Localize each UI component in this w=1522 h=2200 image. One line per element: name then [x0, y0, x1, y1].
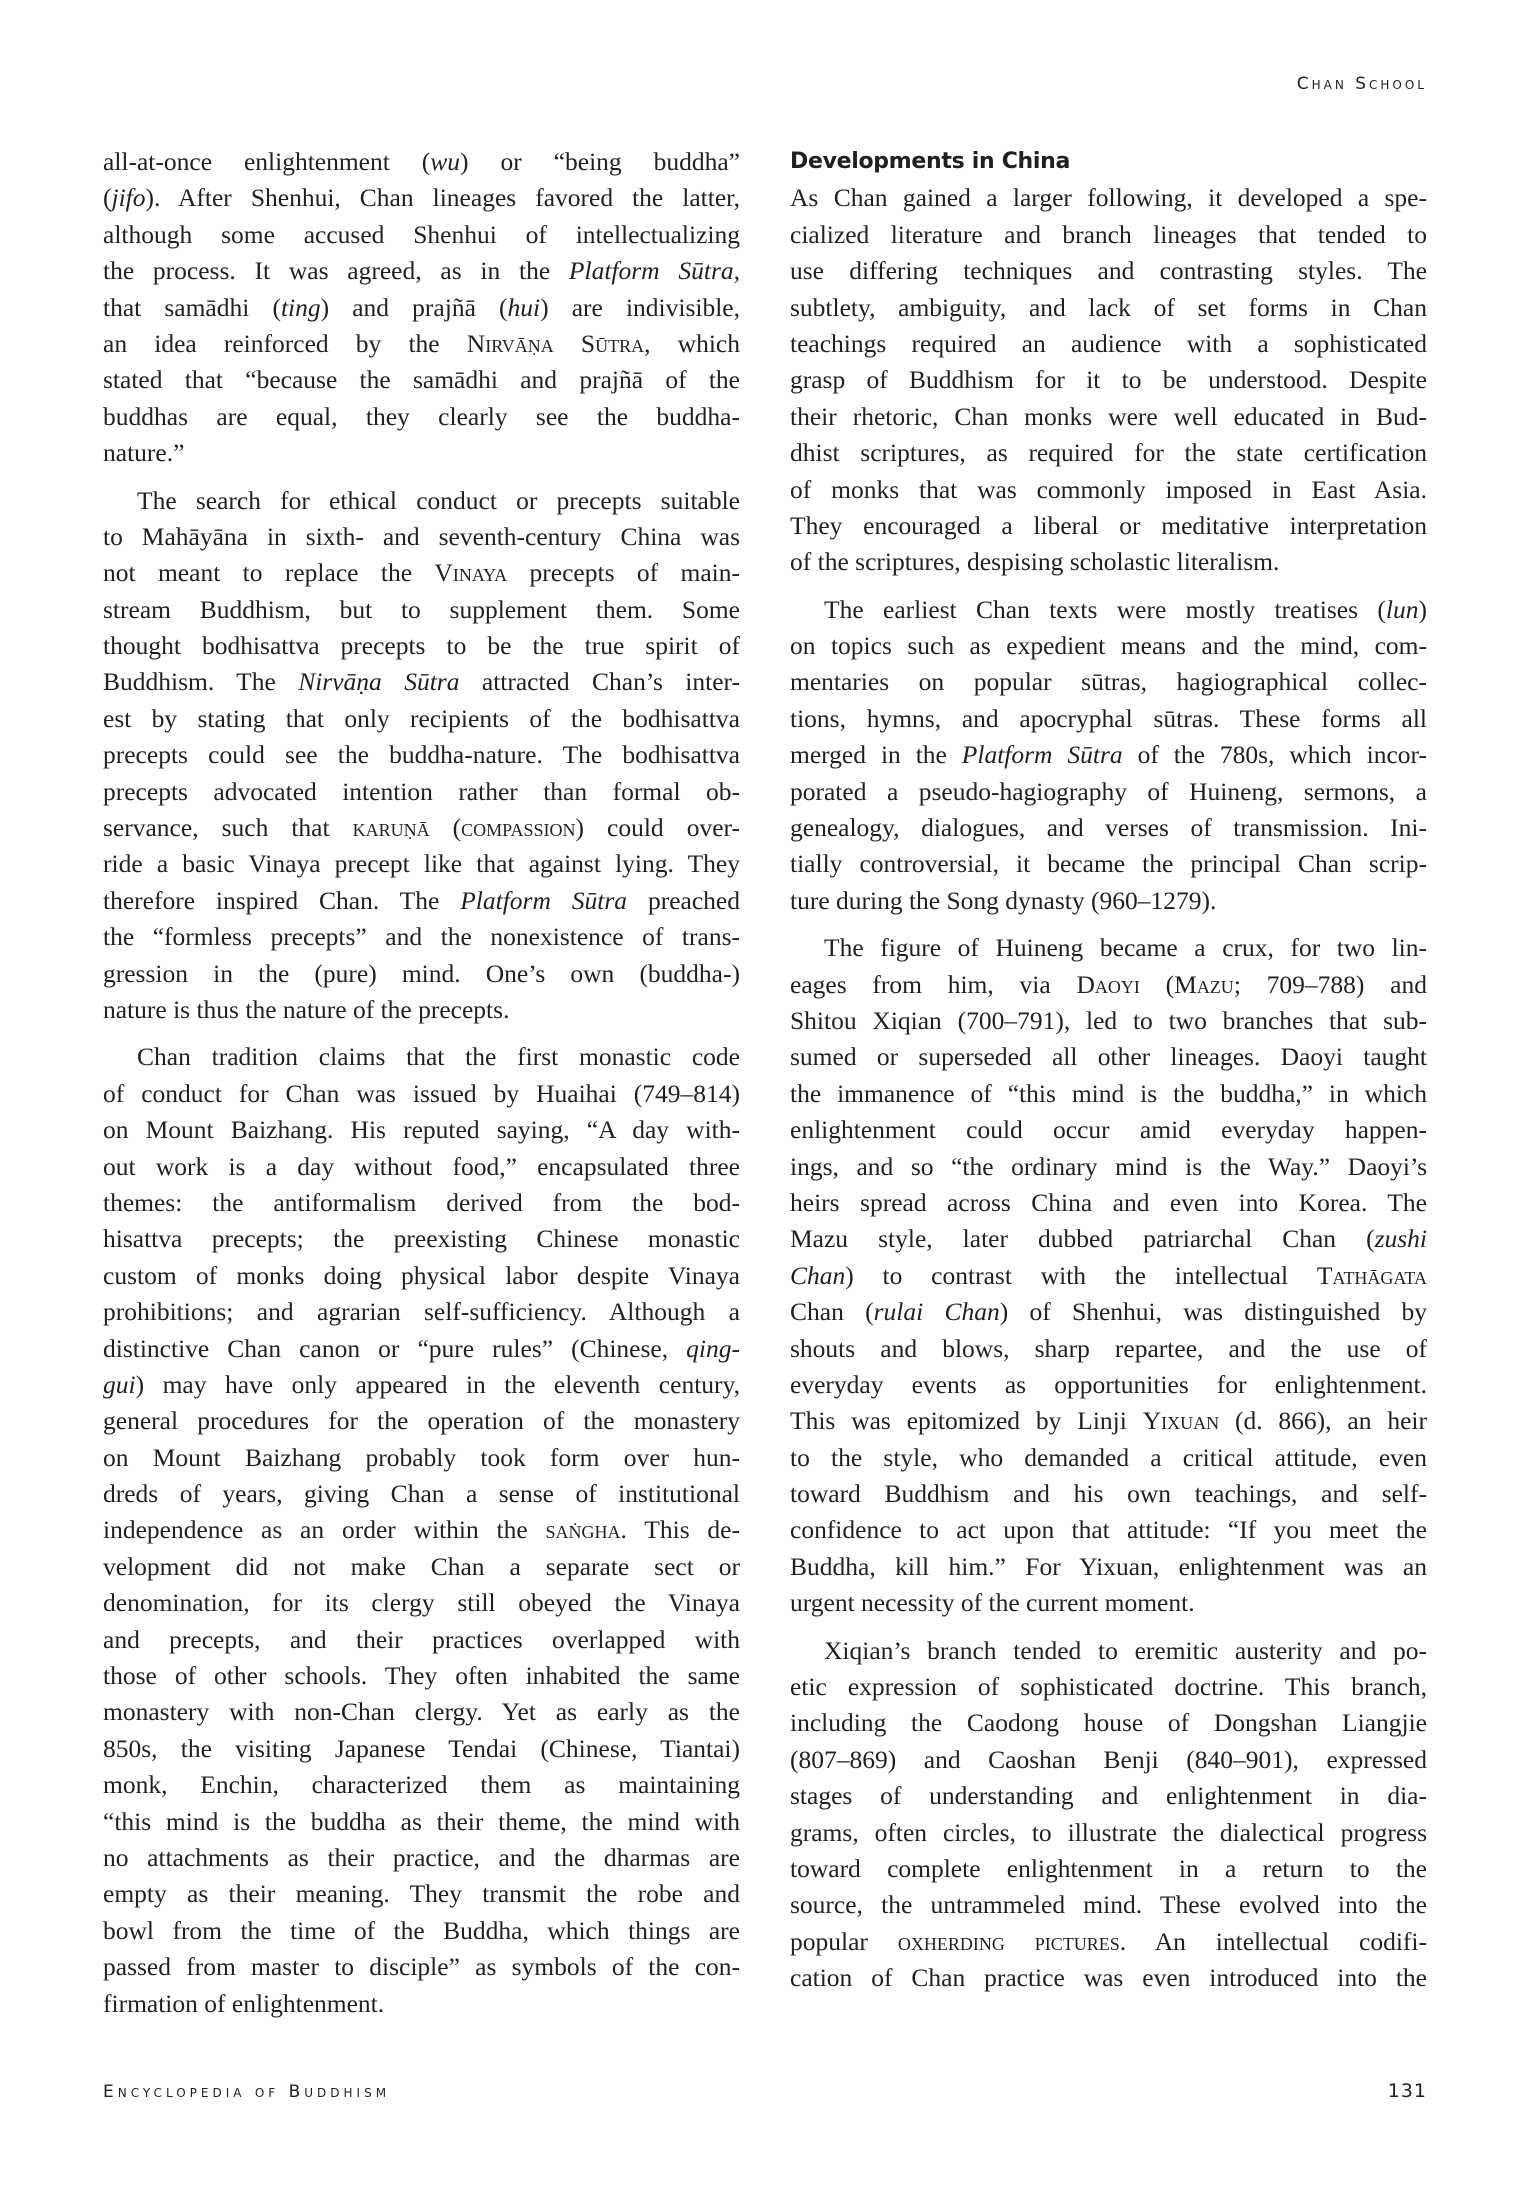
text-line — [103, 1476, 740, 1512]
text-run: ( — [1139, 969, 1175, 999]
text-line — [790, 508, 1427, 544]
cross-reference: Tathāgata — [1316, 1260, 1427, 1290]
italic-term: Platform Sūtra — [460, 885, 628, 915]
text-run: preached — [627, 885, 740, 915]
text-run: their rhetoric, Chan monks were well educated in Bud- — [790, 401, 1427, 431]
italic-term: Nirvāṇa Sūtra — [298, 667, 460, 697]
text-line — [103, 1294, 740, 1330]
cross-reference: karuṇā (compassion) — [352, 813, 584, 843]
italic-term: zushi — [1374, 1224, 1427, 1254]
running-head: Chan School — [1296, 74, 1427, 94]
text-line — [103, 1403, 740, 1439]
italic-term: jifo — [111, 183, 146, 213]
text-line — [103, 1767, 740, 1803]
text-line — [103, 1585, 740, 1621]
text-run: to Mahāyāna in sixth- and seventh-century China was — [103, 521, 740, 551]
text-run: The search for ethical conduct or precepts suitable — [137, 485, 740, 515]
text-line — [790, 290, 1427, 326]
text-run: ride a basic Vinaya precept like that against lying. They — [103, 849, 740, 879]
text-line — [103, 1913, 740, 1949]
italic-term: qing- — [686, 1333, 740, 1363]
text-run: monastery with non-Chan clergy. Yet as early as the — [103, 1697, 740, 1727]
text-line — [103, 1331, 740, 1367]
text-run: source, the untrammeled mind. These evolved into the — [790, 1890, 1427, 1920]
text-run: ) and prajñā ( — [320, 292, 508, 322]
text-line — [790, 1221, 1427, 1257]
text-line — [790, 737, 1427, 773]
text-line — [790, 1367, 1427, 1403]
text-run: denomination, for its clergy still obeyed the Vinaya — [103, 1588, 740, 1618]
text-line — [103, 180, 740, 216]
text-run: eages from him, via — [790, 969, 1077, 999]
text-run: etic expression of sophisticated doctrine. This branch, — [790, 1672, 1427, 1702]
text-run: everyday events as opportunities for enlightenment. — [790, 1369, 1427, 1399]
text-run: Xiqian’s branch tended to eremitic austerity and po- — [824, 1635, 1427, 1665]
text-run: subtlety, ambiguity, and lack of set forms in Chan — [790, 292, 1427, 322]
text-run: that samādhi ( — [103, 292, 281, 322]
text-line — [103, 1112, 740, 1148]
text-line — [790, 1887, 1427, 1923]
text-run: enlightenment could occur amid everyday happen- — [790, 1115, 1427, 1145]
text-run: on Mount Baizhang probably took form over hun- — [103, 1442, 740, 1472]
text-run: 850s, the visiting Japanese Tendai (Chinese, Tiantai) — [103, 1733, 740, 1763]
text-run: of the 780s, which incor- — [1122, 740, 1427, 770]
text-run: bowl from the time of the Buddha, which things are — [103, 1915, 740, 1945]
text-run: the immanence of “this mind is the buddha,” in which — [790, 1078, 1427, 1108]
text-run: (d. 866), an heir — [1219, 1406, 1427, 1436]
text-run: to the style, who demanded a critical attitude, even — [790, 1442, 1427, 1472]
text-run: of monks that was commonly imposed in East Asia. — [790, 474, 1427, 504]
text-line — [790, 1669, 1427, 1705]
text-run: toward complete enlightenment in a return to the — [790, 1853, 1427, 1883]
text-line — [790, 1778, 1427, 1814]
text-line — [790, 810, 1427, 846]
text-line — [103, 992, 740, 1028]
left-column — [103, 144, 740, 2033]
text-line — [790, 774, 1427, 810]
text-line — [103, 1840, 740, 1876]
text-run: ) are indivisible, — [540, 292, 740, 322]
text-run: the process. It was agreed, as in the — [103, 256, 569, 286]
text-run: on topics such as expedient means and the mind, com- — [790, 631, 1427, 661]
text-run: distinctive Chan canon or “pure rules” (Chinese, — [103, 1333, 687, 1363]
text-run: This was epitomized by Linji — [790, 1406, 1143, 1436]
text-line — [790, 362, 1427, 398]
text-run: an idea reinforced by the — [103, 328, 467, 358]
text-line — [103, 846, 740, 882]
text-run: including the Caodong house of Dongshan Liangjie — [790, 1708, 1427, 1738]
text-run: firmation of enlightenment. — [103, 1988, 385, 2018]
italic-term: Platform Sūtra — [961, 740, 1123, 770]
text-run: buddhas are equal, they clearly see the buddha- — [103, 401, 740, 431]
text-run: therefore inspired Chan. The — [103, 885, 461, 915]
text-line — [790, 399, 1427, 435]
text-run: . An intellectual codifi- — [1119, 1926, 1427, 1956]
text-run: independence as an order within the — [103, 1515, 546, 1545]
right-column — [790, 144, 1427, 2008]
text-run: heirs spread across China and even into Korea. The — [790, 1187, 1427, 1217]
text-run: precepts advocated intention rather than formal ob- — [103, 776, 740, 806]
footer-book-title: Encyclopedia of Buddhism — [103, 2082, 391, 2102]
text-run: cation of Chan practice was even introduced into the — [790, 1963, 1427, 1993]
text-run: prohibitions; and agrarian self-sufficiency. Although a — [103, 1297, 740, 1327]
text-line — [790, 628, 1427, 664]
text-line — [790, 701, 1427, 737]
text-line — [790, 1549, 1427, 1585]
text-run: toward Buddhism and his own teachings, and self- — [790, 1479, 1427, 1509]
text-line — [790, 664, 1427, 700]
text-line — [103, 1149, 740, 1185]
text-line — [790, 967, 1427, 1003]
cross-reference: Nirvāṇa Sūtra — [466, 328, 645, 358]
text-line — [103, 1512, 740, 1548]
text-line — [103, 664, 740, 700]
text-line — [790, 1185, 1427, 1221]
text-line — [103, 1221, 740, 1257]
text-run: ) — [1418, 594, 1427, 624]
text-line — [790, 930, 1427, 966]
text-line — [790, 1003, 1427, 1039]
text-line — [103, 883, 740, 919]
text-run: (807–869) and Caoshan Benji (840–901), expressed — [790, 1744, 1427, 1774]
text-line — [790, 1960, 1427, 1996]
text-line — [790, 1039, 1427, 1075]
text-run: stated that “because the samādhi and prajñā of the — [103, 365, 740, 395]
text-line — [103, 701, 740, 737]
text-run: urgent necessity of the current moment. — [790, 1588, 1195, 1618]
text-line — [103, 1622, 740, 1658]
text-run: attracted Chan’s inter- — [459, 667, 740, 697]
text-run: merged in the — [790, 740, 962, 770]
text-run: velopment did not make Chan a separate sect or — [103, 1551, 740, 1581]
text-line — [103, 144, 740, 180]
text-line — [103, 1549, 740, 1585]
text-line — [103, 810, 740, 846]
text-line — [103, 253, 740, 289]
text-line — [790, 846, 1427, 882]
text-line — [103, 1876, 740, 1912]
text-line — [790, 1633, 1427, 1669]
text-run: The earliest Chan texts were mostly treatises ( — [824, 594, 1386, 624]
text-line — [103, 1440, 740, 1476]
text-run: the “formless precepts” and the nonexistence of trans- — [103, 922, 740, 952]
text-line — [103, 1185, 740, 1221]
text-run: out work is a day without food,” encapsulated three — [103, 1151, 740, 1181]
paragraph — [790, 592, 1427, 920]
text-run: although some accused Shenhui of intellectualizing — [103, 219, 740, 249]
text-line — [103, 956, 740, 992]
text-line — [790, 1851, 1427, 1887]
text-line — [103, 362, 740, 398]
text-line — [103, 326, 740, 362]
text-line — [103, 1039, 740, 1075]
text-line — [790, 1705, 1427, 1741]
paragraph — [790, 930, 1427, 1621]
text-run: dreds of years, giving Chan a sense of institutional — [103, 1479, 740, 1509]
text-run: ) may have only appeared in the eleventh century, — [135, 1369, 740, 1399]
text-run: Buddha, kill him.” For Yixuan, enlightenment was an — [790, 1551, 1427, 1581]
cross-reference: Mazu — [1174, 969, 1234, 999]
text-run: sumed or superseded all other lineages. Daoyi taught — [790, 1042, 1427, 1072]
text-run: stages of understanding and enlightenment in dia- — [790, 1781, 1427, 1811]
text-run: no attachments as their practice, and the dharmas are — [103, 1842, 740, 1872]
text-run: of the scriptures, despising scholastic literalism. — [790, 547, 1280, 577]
text-line — [790, 435, 1427, 471]
cross-reference: oxherding pictures — [897, 1926, 1120, 1956]
text-line — [790, 1331, 1427, 1367]
text-run: Mazu style, later dubbed patriarchal Chan ( — [790, 1224, 1375, 1254]
text-run: nature is thus the nature of the precepts. — [103, 994, 510, 1024]
paragraph — [103, 144, 740, 472]
text-run: use differing techniques and contrasting styles. The — [790, 256, 1427, 286]
paragraph — [790, 180, 1427, 580]
text-run: ) to contrast with the intellectual — [845, 1260, 1317, 1290]
text-run: on Mount Baizhang. His reputed saying, “A day with- — [103, 1115, 740, 1145]
text-run: all-at-once enlightenment ( — [103, 147, 431, 176]
text-run: mentaries on popular sūtras, hagiographical collec- — [790, 667, 1427, 697]
text-run: shouts and blows, sharp repartee, and the use of — [790, 1333, 1427, 1363]
text-run: They encouraged a liberal or meditative interpretation — [790, 510, 1427, 540]
italic-term: hui — [507, 292, 541, 322]
text-line — [103, 1986, 740, 2022]
text-run: ; 709–788) and — [1233, 969, 1427, 999]
text-run: “this mind is the buddha as their theme, the mind with — [103, 1806, 740, 1836]
cross-reference: Daoyi — [1076, 969, 1140, 999]
text-line — [103, 1258, 740, 1294]
text-line — [103, 399, 740, 435]
text-run: hisattva precepts; the preexisting Chinese monastic — [103, 1224, 740, 1254]
text-run: grasp of Buddhism for it to be understood. Despite — [790, 365, 1427, 395]
text-run: ). After Shenhui, Chan lineages favored the latter, — [145, 183, 740, 213]
text-line — [790, 1258, 1427, 1294]
text-run: teachings required an audience with a sophisticated — [790, 328, 1427, 358]
text-line — [103, 592, 740, 628]
text-line — [103, 1694, 740, 1730]
cross-reference: Yixuan — [1142, 1406, 1220, 1436]
text-run: cialized literature and branch lineages that tended to — [790, 219, 1427, 249]
page-number: 131 — [1387, 2080, 1427, 2102]
text-run: themes: the antiformalism derived from the bod- — [103, 1187, 740, 1217]
text-run: ture during the Song dynasty (960–1279). — [790, 885, 1217, 915]
text-line — [790, 1512, 1427, 1548]
text-line — [790, 180, 1427, 216]
text-line — [790, 544, 1427, 580]
text-run: ) of Shenhui, was distinguished by — [999, 1297, 1427, 1327]
text-line — [103, 774, 740, 810]
text-run: could over- — [584, 813, 740, 843]
text-run: and precepts, and their practices overlapped with — [103, 1624, 740, 1654]
text-run: gression in the (pure) mind. One’s own (buddha-) — [103, 958, 740, 988]
text-run: The figure of Huineng became a crux, for two lin- — [824, 933, 1427, 963]
text-line — [790, 1815, 1427, 1851]
text-line — [790, 1440, 1427, 1476]
text-line — [103, 737, 740, 773]
text-line — [790, 326, 1427, 362]
text-line — [790, 472, 1427, 508]
italic-term: ting — [280, 292, 321, 322]
text-line — [103, 217, 740, 253]
text-line — [790, 217, 1427, 253]
text-run: tions, hymns, and apocryphal sūtras. These forms all — [790, 703, 1427, 733]
text-run: those of other schools. They often inhabited the same — [103, 1661, 740, 1691]
text-line — [790, 1076, 1427, 1112]
text-line — [790, 1924, 1427, 1960]
text-line — [103, 1076, 740, 1112]
italic-term: lun — [1385, 594, 1419, 624]
text-line — [790, 1149, 1427, 1185]
text-line — [790, 1476, 1427, 1512]
section-heading: Developments in China — [790, 149, 1071, 174]
text-run: ) or “being buddha” — [460, 147, 740, 176]
text-run: Chan ( — [790, 1297, 874, 1327]
text-run: precepts could see the buddha-nature. The bodhisattva — [103, 740, 740, 770]
text-run: general procedures for the operation of the monastery — [103, 1406, 740, 1436]
text-run: servance, such that — [103, 813, 353, 843]
text-run: Buddhism. The — [103, 667, 299, 697]
italic-term: gui — [103, 1369, 136, 1399]
text-line — [790, 1403, 1427, 1439]
text-line — [103, 1804, 740, 1840]
text-line — [790, 1294, 1427, 1330]
cross-reference: saṅgha — [545, 1515, 621, 1545]
text-run: porated a pseudo-hagiography of Huineng, sermons, a — [790, 776, 1427, 806]
text-run: est by stating that only recipients of the bodhisattva — [103, 703, 740, 733]
text-line — [103, 1367, 740, 1403]
cross-reference: Vinaya — [434, 558, 508, 588]
text-line — [103, 483, 740, 519]
text-line — [790, 592, 1427, 628]
text-line — [790, 253, 1427, 289]
text-line — [103, 555, 740, 591]
text-line — [790, 883, 1427, 919]
text-line — [103, 919, 740, 955]
paragraph — [103, 483, 740, 1029]
text-run: not meant to replace the — [103, 558, 435, 588]
italic-term: Chan — [790, 1260, 846, 1290]
italic-term: Platform Sūtra, — [568, 256, 740, 286]
text-run: dhist scriptures, as required for the state certification — [790, 438, 1427, 468]
text-line — [790, 1585, 1427, 1621]
text-run: nature.” — [103, 438, 185, 468]
text-run: passed from master to disciple” as symbols of the con- — [103, 1952, 740, 1982]
paragraph — [103, 1039, 740, 2022]
text-line — [103, 628, 740, 664]
text-run: thought bodhisattva precepts to be the true spirit of — [103, 631, 740, 661]
text-line — [103, 519, 740, 555]
text-run: As Chan gained a larger following, it developed a spe- — [790, 183, 1427, 213]
text-line — [103, 1949, 740, 1985]
text-run: ings, and so “the ordinary mind is the Way.” Daoyi’s — [790, 1151, 1427, 1181]
paragraph — [790, 1633, 1427, 1997]
text-run: stream Buddhism, but to supplement them. Some — [103, 594, 740, 624]
text-run: genealogy, dialogues, and verses of transmission. Ini- — [790, 813, 1427, 843]
text-run: monk, Enchin, characterized them as maintaining — [103, 1770, 740, 1800]
text-run: empty as their meaning. They transmit the robe and — [103, 1879, 740, 1909]
text-run: precepts of main- — [507, 558, 740, 588]
italic-term: rulai Chan — [873, 1297, 1000, 1327]
text-run: ( — [103, 183, 112, 213]
text-run: grams, often circles, to illustrate the dialectical progress — [790, 1817, 1427, 1847]
text-line — [103, 290, 740, 326]
text-run: , which — [644, 328, 740, 358]
text-run: Shitou Xiqian (700–791), led to two branches that sub- — [790, 1006, 1427, 1035]
text-line — [103, 435, 740, 471]
text-line — [103, 1731, 740, 1767]
text-run: tially controversial, it became the principal Chan scrip- — [790, 849, 1427, 879]
italic-term: wu — [430, 147, 461, 176]
text-run: Chan tradition claims that the first monastic code — [137, 1042, 740, 1072]
text-run: custom of monks doing physical labor despite Vinaya — [103, 1260, 740, 1290]
text-run: popular — [790, 1926, 898, 1956]
text-run: of conduct for Chan was issued by Huaihai (749–814) — [103, 1078, 740, 1108]
text-line — [790, 1742, 1427, 1778]
text-run: . This de- — [620, 1515, 740, 1545]
text-line — [790, 1112, 1427, 1148]
text-run: confidence to act upon that attitude: “If you meet the — [790, 1515, 1427, 1545]
text-line — [103, 1658, 740, 1694]
